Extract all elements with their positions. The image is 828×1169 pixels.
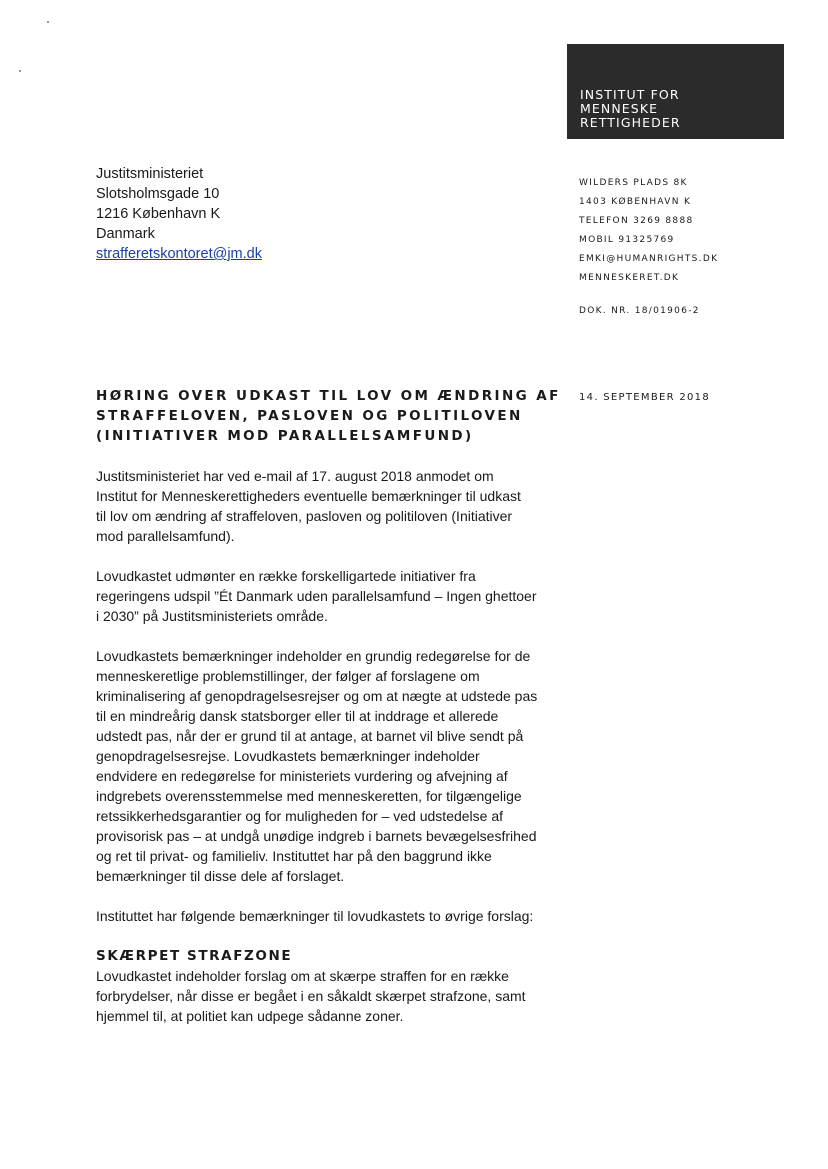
section-heading: SKÆRPET STRAFZONE [96,948,293,964]
body-line: kriminalisering af genopdragelsesrejser og om at nægte at udstede pas [96,688,538,704]
body-line: Lovudkastets bemærkninger indeholder en grundig redegørelse for de [96,648,531,664]
scan-speck [47,21,49,23]
sender-contact-block [579,174,718,288]
body-line: Institut for Menneskerettigheders eventuelle bemærkninger til udkast [96,488,521,504]
contact-line: MENNESKERET.DK [579,273,680,283]
contact-line: WILDERS PLADS 8K [579,178,688,188]
recipient-line: Justitsministeriet [96,166,204,182]
paragraph [96,906,566,926]
body-line: menneskeretlige problemstillinger, der følger af forslagene om [96,668,480,684]
logo-line: RETTIGHEDER [580,115,681,130]
letter-body [96,466,566,1046]
paragraph [96,466,566,546]
contact-line: MOBIL 91325769 [579,235,675,245]
body-line: Lovudkastet udmønter en række forskelligartede initiativer fra [96,568,476,584]
body-line: indgrebets overensstemmelse med menneskeretten, for tilgængelige [96,788,522,804]
body-line: forbrydelser, når disse er begået i en såkaldt skærpet strafzone, samt [96,988,526,1004]
logo-line: INSTITUT FOR [580,87,680,102]
recipient-line: 1216 København K [96,206,221,222]
body-line: retssikkerhedsgarantier og for muligheden for – ved udstedelse af [96,808,504,824]
body-line: hjemmel til, at politiet kan udpege sådanne zoner. [96,1008,404,1024]
title-line: HØRING OVER UDKAST TIL LOV OM ÆNDRING AF [96,388,561,404]
letter-title [96,386,561,446]
contact-line: TELEFON 3269 8888 [579,216,694,226]
document-number: DOK. NR. 18/01906-2 [579,306,700,316]
body-line: til lov om ændring af straffeloven, pasloven og politiloven (Initiativer [96,508,513,524]
recipient-email-link[interactable]: strafferetskontoret@jm.dk [96,246,262,262]
institute-logo [567,44,784,139]
body-line: genopdragelsesrejse. Lovudkastets bemærkninger indeholder [96,748,480,764]
paragraph [96,646,566,886]
recipient-address [96,164,262,264]
body-line: Justitsministeriet har ved e-mail af 17. august 2018 anmodet om [96,468,494,484]
body-line: provisorisk pas – at undgå unødige indgreb i barnets bevægelsesfrihed [96,828,537,844]
recipient-line: Slotsholmsgade 10 [96,186,220,202]
contact-line: 1403 KØBENHAVN K [579,197,692,207]
paragraph [96,566,566,626]
body-line: i 2030” på Justitsministeriets område. [96,608,328,624]
recipient-line: Danmark [96,226,155,242]
body-line: og ret til privat- og familieliv. Instituttet har på den baggrund ikke [96,848,492,864]
body-line: Instituttet har følgende bemærkninger til lovudkastets to øvrige forslag: [96,908,534,924]
body-line: udstedt pas, når der er grund til at antage, at barnet vil blive sendt på [96,728,524,744]
logo-line: MENNESKE [580,101,659,116]
contact-line: EMKI@HUMANRIGHTS.DK [579,254,719,264]
body-line: til en mindreårig dansk statsborger eller til at inddrage et allerede [96,708,499,724]
title-line: (INITIATIVER MOD PARALLELSAMFUND) [96,428,474,444]
body-line: mod parallelsamfund). [96,528,235,544]
title-line: STRAFFELOVEN, PASLOVEN OG POLITILOVEN [96,408,523,424]
scan-speck [19,70,21,72]
body-line: Lovudkastet indeholder forslag om at skærpe straffen for en række [96,968,509,984]
body-line: endvidere en redegørelse for ministeriets vurdering og afvejning af [96,768,508,784]
body-line: regeringens udspil ”Ét Danmark uden parallelsamfund – Ingen ghettoer [96,588,537,604]
letter-date: 14. SEPTEMBER 2018 [579,392,710,403]
body-line: bemærkninger til disse dele af forslaget. [96,868,345,884]
section-paragraph [96,966,566,1026]
